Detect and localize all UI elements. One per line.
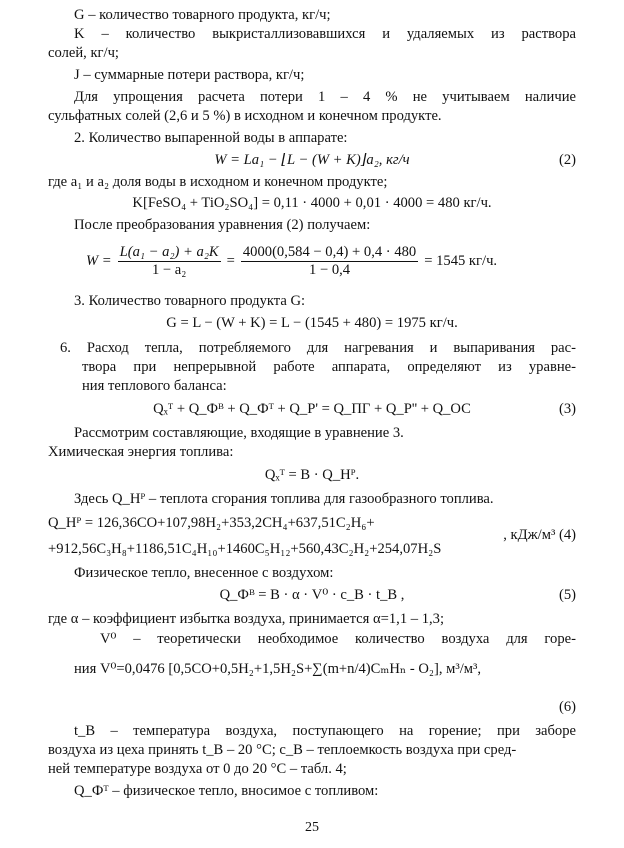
text-line: t_В – температура воздуха, поступающего на горение; при заборе [74,723,576,739]
equation-number: (5) [558,587,576,603]
eq-w-left: W = [86,252,112,269]
text-line: 6. Расход тепла, потребляемого для нагревания и выпаривания рас- [60,340,576,356]
equation-w [86,238,497,284]
equation-4-unit: , кДж/м³ (4) [503,527,576,543]
text-line: 2. Количество выпаренной воды в аппарате: [74,130,348,146]
equation-number: (3) [558,401,576,417]
text-line: Q_Фᵀ – физическое тепло, вносимое с топливом: [74,783,379,799]
text-line: K – количество выкристаллизовавшихся и удаляемых из раствора [74,26,576,42]
text-line: V⁰ – теоретически необходимое количество воздуха для горе- [100,631,576,647]
text-line: После преобразования уравнения (2) получаем: [74,217,371,233]
equation-x: Qₓᵀ = B · Q_Нᴾ. [264,467,360,483]
text-line: 3. Количество товарного продукта G: [74,293,306,309]
fraction-denominator: 1 − 0,4 [309,261,351,278]
text-line: ния теплового баланса: [82,378,227,394]
text-line: Химическая энергия топлива: [48,444,234,460]
text-line: где a₁ и a₂ доля воды в исходном и конечном продукте; [48,174,388,190]
equation-4-line-2: +912,56C₃H₈+1186,51C₄H₁₀+1460C₅H₁₂+560,43C₂H₂+254,07H₂S [48,541,442,557]
text-line: ней температуре воздуха от 0 до 20 °C – табл. 4; [48,761,347,777]
text-line: солей, кг/ч; [48,45,119,61]
equation-5: Q_Фᴮ = B · α · V⁰ · c_В · t_В , [219,587,405,603]
text-line: Для упрощения расчета потери 1 – 4 % не учитываем наличие [74,89,576,105]
page-number: 25 [305,820,319,835]
equation-2: W = La₁ − ⌊L − (W + K)⌋a₂, кг/ч [214,152,410,168]
text-line: G – количество товарного продукта, кг/ч; [74,7,331,23]
equals-sign: = [226,252,235,269]
equation-number: (2) [558,152,576,168]
text-line: сульфатных солей (2,6 и 5 %) в исходном и конечном продукте. [48,108,442,124]
text-line: твора при непрерывной работе аппарата, определяют из уравне- [82,359,576,375]
equation-4-line-1: Q_Hᴾ = 126,36CO+107,98H₂+353,2CH₄+637,51C₂H₆+ [48,515,375,531]
text-line: воздуха из цеха принять t_В – 20 °C; c_В – теплоемкость воздуха при сред- [48,742,517,758]
text-line: Физическое тепло, внесенное с воздухом: [74,565,334,581]
equation-g: G = L − (W + K) = L − (1545 + 480) = 1975 кг/ч. [166,315,458,331]
fraction-2 [241,244,418,279]
equation-k: K[FeSO₄ + TiO₂SO₄] = 0,11 · 4000 + 0,01 · 4000 = 480 кг/ч. [132,195,492,211]
text-line: где α – коэффициент избытка воздуха, принимается α=1,1 – 1,3; [48,611,445,627]
equation-3: Qₓᵀ + Q_Фᴮ + Q_Фᵀ + Q_Р' = Q_ПГ + Q_Р'' + Q_ОС [153,401,471,417]
text-line: Здесь Q_Hᴾ – теплота сгорания топлива для газообразного топлива. [74,491,494,507]
fraction-numerator: 4000(0,584 − 0,4) + 0,4 · 480 [242,243,417,260]
text-line: J – суммарные потери раствора, кг/ч; [74,67,305,83]
text-line: Рассмотрим составляющие, входящие в уравнение 3. [74,425,404,441]
fraction-denominator: 1 − a₂ [151,261,187,278]
equation-6: ния V⁰=0,0476 [0,5CO+0,5H₂+1,5H₂S+∑(m+n/4)CₘHₙ - O₂], м³/м³, [74,661,482,677]
fraction-numerator: L(a₁ − a₂) + a₂K [119,243,219,260]
fraction-1 [118,244,221,279]
equation-number: (6) [558,699,576,715]
eq-w-result: = 1545 кг/ч. [424,252,498,269]
